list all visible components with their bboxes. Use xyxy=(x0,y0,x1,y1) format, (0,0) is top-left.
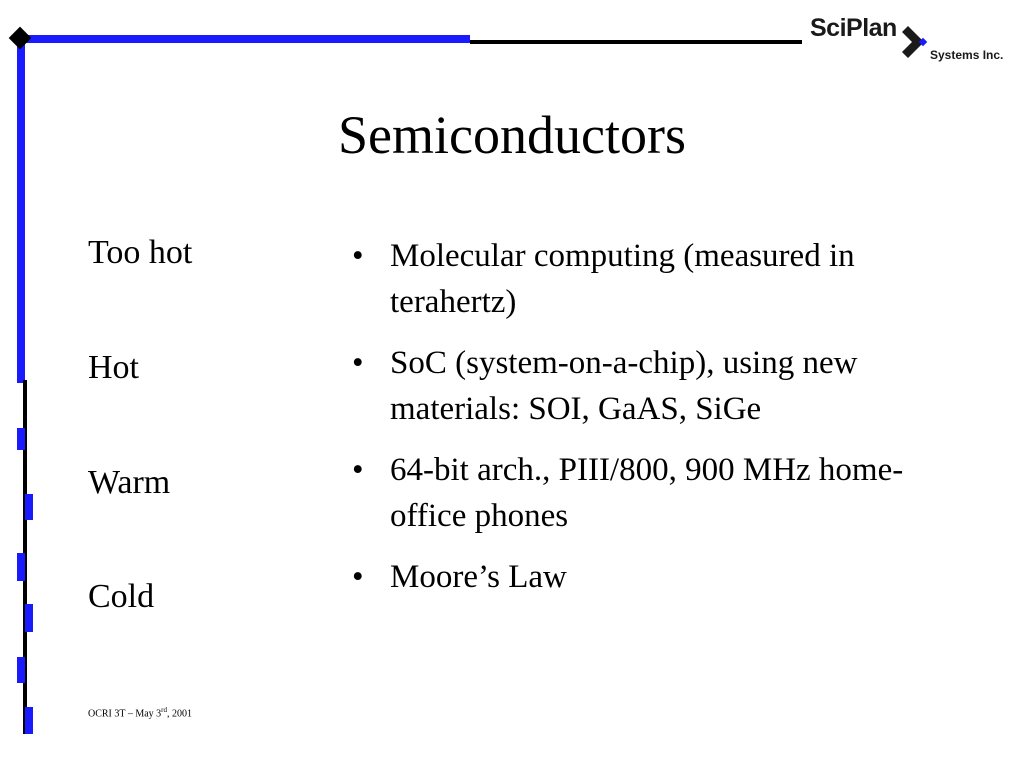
left-rule-tick xyxy=(25,494,33,520)
footer-prefix: OCRI 3T – May 3 xyxy=(88,708,162,720)
footer-suffix: , 2001 xyxy=(167,708,192,720)
top-blue-rule xyxy=(20,35,470,43)
bullet-dot-icon: • xyxy=(352,452,364,488)
bullet-text: Molecular computing (measured in terahertz) xyxy=(390,238,855,320)
sciplan-logo xyxy=(808,12,1008,68)
bullet-dot-icon: • xyxy=(352,238,364,274)
bullet-text: 64-bit arch., PIII/800, 900 MHz home-office phones xyxy=(390,452,904,534)
corner-diamond-icon xyxy=(9,27,32,50)
top-black-rule xyxy=(470,40,802,44)
left-blue-rule xyxy=(17,40,25,383)
bullet-item xyxy=(350,340,950,432)
bullet-text: SoC (system-on-a-chip), using new materials: SOI, GaAS, SiGe xyxy=(390,345,858,427)
bullet-list xyxy=(350,233,950,615)
left-rule-tick xyxy=(25,707,33,734)
bullet-item xyxy=(350,554,950,600)
slide-footer xyxy=(88,706,192,719)
label-cold: Cold xyxy=(88,578,155,615)
bullet-item xyxy=(350,233,950,325)
bullet-dot-icon: • xyxy=(352,345,364,381)
label-hot: Hot xyxy=(88,349,139,386)
logo-name: SciPlan xyxy=(810,14,897,42)
left-rule-tick xyxy=(17,657,25,683)
bullet-dot-icon: • xyxy=(352,559,364,595)
chevron-right-icon xyxy=(902,22,932,62)
bullet-text: Moore’s Law xyxy=(390,559,567,595)
footer-superscript: rd xyxy=(161,706,167,714)
label-warm: Warm xyxy=(88,464,171,501)
left-rule-tick xyxy=(17,553,25,581)
slide-title: Semiconductors xyxy=(338,105,686,165)
bullet-item xyxy=(350,447,950,539)
left-rule-tick xyxy=(17,428,25,450)
logo-subtitle: Systems Inc. xyxy=(930,48,1004,62)
left-rule-tick xyxy=(25,604,33,632)
label-too-hot: Too hot xyxy=(88,234,193,271)
